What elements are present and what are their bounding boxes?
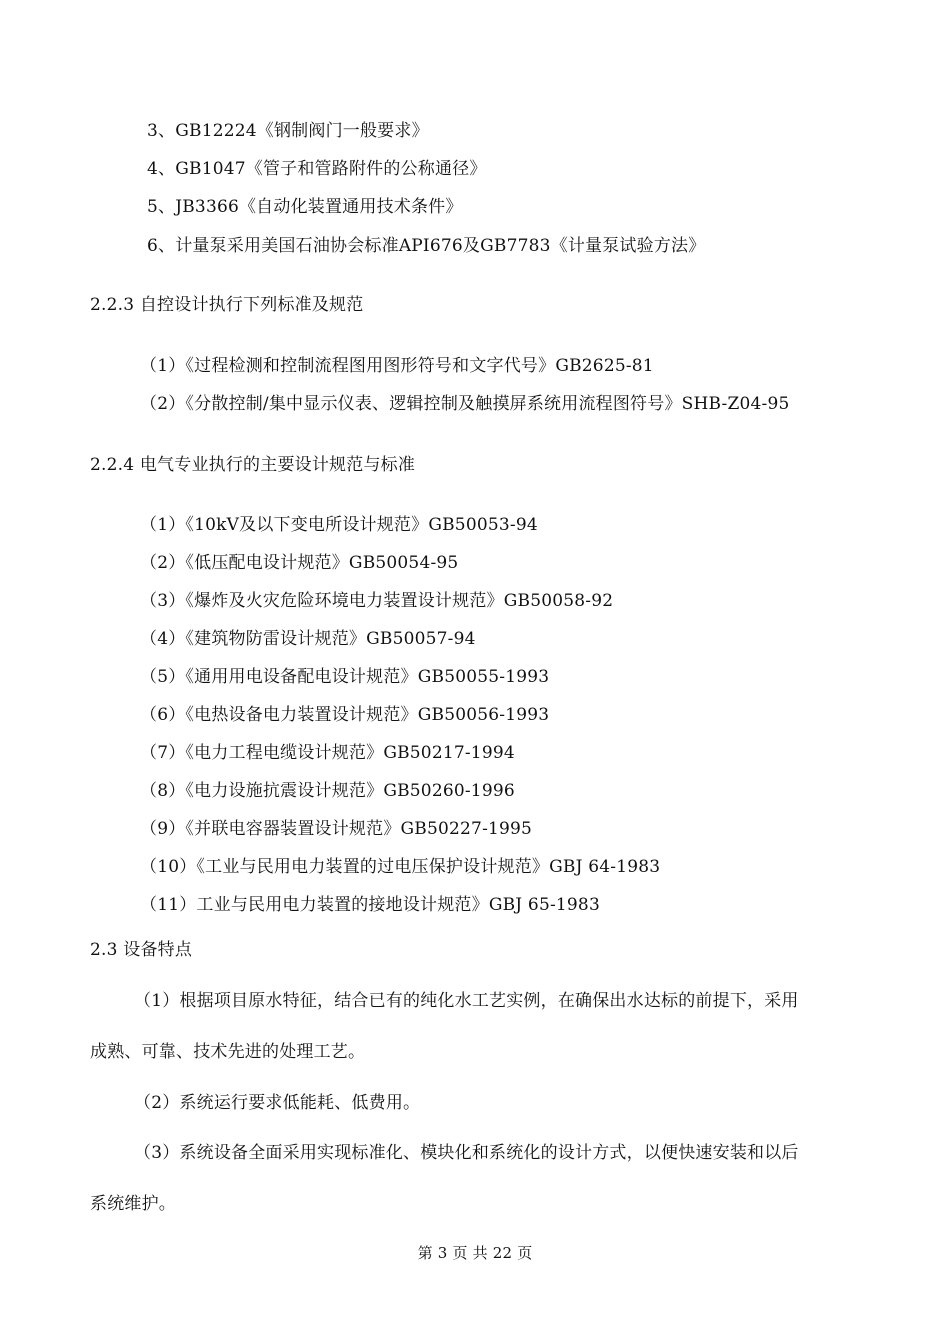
section-heading-2-3: 2.3 设备特点 [90,940,193,960]
paragraph-line: （1）根据项目原水特征，结合已有的纯化水工艺实例，在确保出水达标的前提下，采用 [134,991,799,1011]
standard-item: （9）《并联电容器装置设计规范》GB50227-1995 [140,819,533,839]
standard-item: （8）《电力设施抗震设计规范》GB50260-1996 [140,781,515,801]
standard-item: （2）《分散控制/集中显示仪表、逻辑控制及触摸屏系统用流程图符号》SHB-Z04-95 [140,394,790,414]
standard-item: （2）《低压配电设计规范》GB50054-95 [140,553,459,573]
standard-item: 6、计量泵采用美国石油协会标准API676及GB7783《计量泵试验方法》 [147,236,706,256]
section-heading-2-2-3: 2.2.3 自控设计执行下列标准及规范 [90,295,364,315]
standard-item: （1）《过程检测和控制流程图用图形符号和文字代号》GB2625-81 [140,356,654,376]
standard-item: （1）《10kV及以下变电所设计规范》GB50053-94 [140,515,538,535]
standard-item: 5、JB3366《自动化装置通用技术条件》 [147,197,463,217]
standard-item: 4、GB1047《管子和管路附件的公称通径》 [147,159,487,179]
standard-item: （7）《电力工程电缆设计规范》GB50217-1994 [140,743,515,763]
page-number: 第 3 页 共 22 页 [417,1244,533,1262]
standard-item: （4）《建筑物防雷设计规范》GB50057-94 [140,629,476,649]
section-heading-2-2-4: 2.2.4 电气专业执行的主要设计规范与标准 [90,455,416,475]
standard-item: （10）《工业与民用电力装置的过电压保护设计规范》GBJ 64-1983 [140,857,661,877]
paragraph-line: 系统维护。 [90,1194,176,1214]
standard-item: （11）工业与民用电力装置的接地设计规范》GBJ 65-1983 [140,895,600,915]
standard-item: 3、GB12224《钢制阀门一般要求》 [147,121,429,141]
paragraph-line: 成熟、可靠、技术先进的处理工艺。 [90,1042,366,1062]
standard-item: （6）《电热设备电力装置设计规范》GB50056-1993 [140,705,550,725]
standard-item: （3）《爆炸及火灾危险环境电力装置设计规范》GB50058-92 [140,591,614,611]
standard-item: （5）《通用用电设备配电设计规范》GB50055-1993 [140,667,550,687]
paragraph-line: （3）系统设备全面采用实现标准化、模块化和系统化的设计方式，以便快速安装和以后 [134,1143,799,1163]
paragraph-line: （2）系统运行要求低能耗、低费用。 [134,1093,421,1113]
